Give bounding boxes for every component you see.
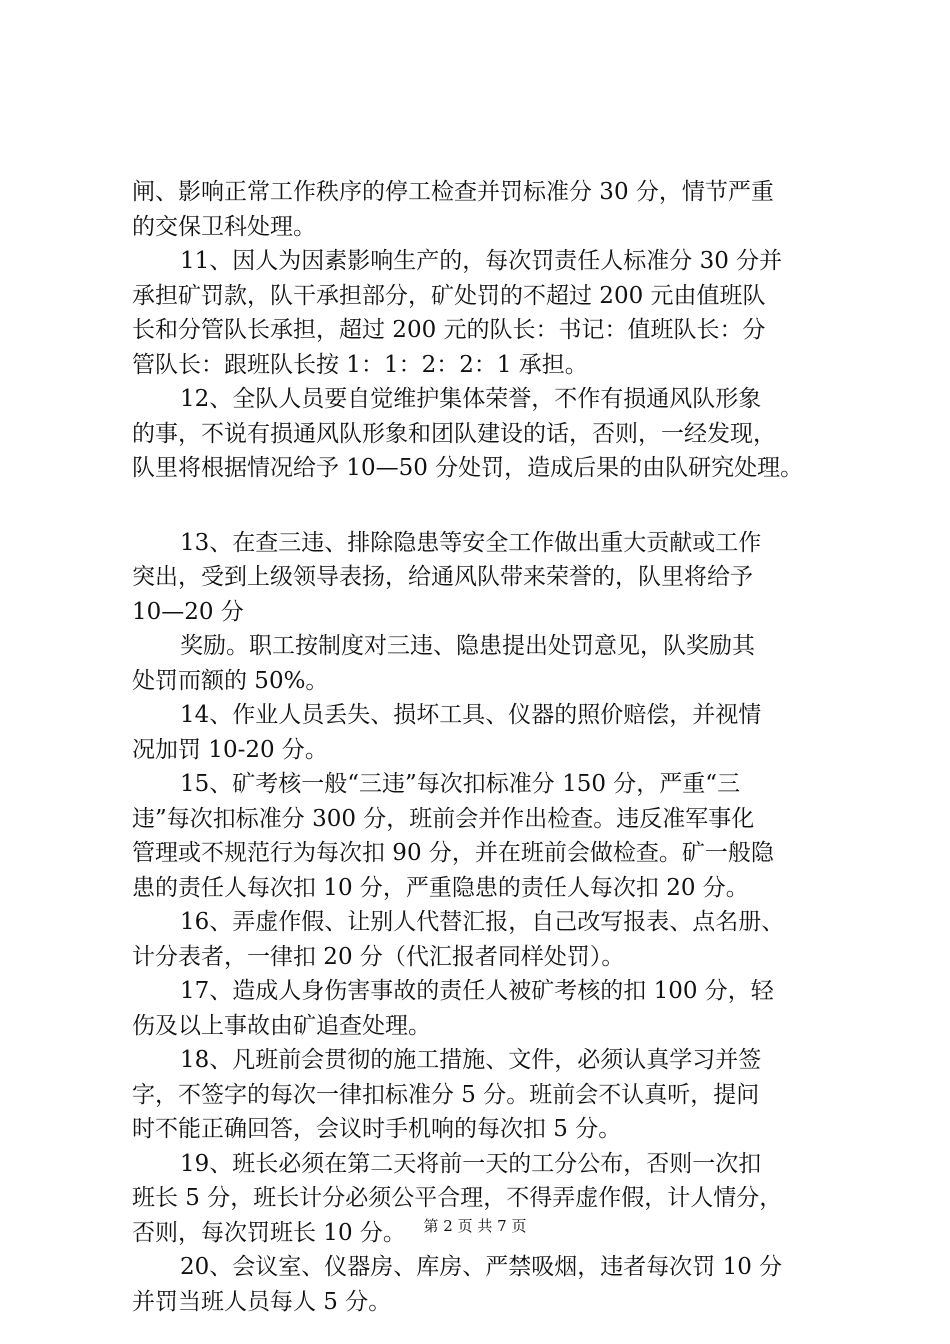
text-line: 闸、影响正常工作秩序的停工检查并罚标准分 30 分，情节严重 xyxy=(132,179,774,205)
text-line: 的事，不说有损通风队形象和团队建设的话，否则，一经发现， xyxy=(132,420,776,447)
text-line: 承担矿罚款，队干承担部分，矿处罚的不超过 200 元由值班队 xyxy=(132,282,766,309)
text-line: 班长 5 分，班长计分必须公平合理，不得弄虚作假，计人情分， xyxy=(132,1185,783,1211)
text-line: 奖励。职工按制度对三违、隐患提出处罚意见，队奖励其 xyxy=(180,633,755,659)
text-line: 11、因人为因素影响生产的，每次罚责任人标准分 30 分并 xyxy=(180,248,783,274)
text-line: 管队长：跟班队长按 1：1：2：2：1 承担。 xyxy=(132,351,588,378)
text-line: 况加罚 10-20 分。 xyxy=(132,736,328,763)
text-line: 队里将根据情况给予 10—50 分处罚，造成后果的由队研究处理。 xyxy=(132,455,804,481)
text-line: 字，不签字的每次一律扣标准分 5 分。班前会不认真听，提问 xyxy=(132,1081,760,1108)
paragraph-gap xyxy=(132,486,832,526)
text-line: 的交保卫科处理。 xyxy=(132,213,316,240)
text-line: 20、会议室、仪器房、库房、严禁吸烟，违者每次罚 10 分 xyxy=(180,1254,783,1280)
text-line: 13、在查三违、排除隐患等安全工作做出重大贡献或工作 xyxy=(180,529,762,556)
document-body xyxy=(132,175,832,1319)
text-line: 18、凡班前会贯彻的施工措施、文件，必须认真学习并签 xyxy=(180,1047,762,1073)
text-line: 15、矿考核一般“三违”每次扣标准分 150 分，严重“三 xyxy=(180,771,741,797)
text-line: 违”每次扣标准分 300 分，班前会并作出检查。违反准军事化 xyxy=(132,805,755,832)
text-line: 伤及以上事故由矿追查处理。 xyxy=(132,1012,431,1039)
text-line: 否则，每次罚班长 10 分。 xyxy=(132,1219,406,1246)
text-line: 12、全队人员要自觉维护集体荣誉，不作有损通风队形象 xyxy=(180,386,762,412)
text-line: 突出，受到上级领导表扬，给通风队带来荣誉的，队里将给予 xyxy=(132,564,753,590)
text-line: 计分表者，一律扣 20 分（代汇报者同样处罚）。 xyxy=(132,943,625,970)
text-line: 时不能正确回答，会议时手机响的每次扣 5 分。 xyxy=(132,1116,622,1142)
text-line: 17、造成人身伤害事故的责任人被矿考核的扣 100 分，轻 xyxy=(180,978,774,1004)
text-line: 并罚当班人员每人 5 分。 xyxy=(132,1288,392,1315)
text-line: 处罚而额的 50%。 xyxy=(132,667,329,694)
page-number-footer: 第 2 页 共 7 页 xyxy=(423,1217,527,1235)
text-line: 长和分管队长承担，超过 200 元的队长：书记：值班队长：分 xyxy=(132,317,766,343)
text-line: 16、弄虚作假、让别人代替汇报，自己改写报表、点名册、 xyxy=(180,909,785,935)
text-line: 19、班长必须在第二天将前一天的工分公布，否则一次扣 xyxy=(180,1150,762,1177)
text-line: 患的责任人每次扣 10 分，严重隐患的责任人每次扣 20 分。 xyxy=(132,874,749,901)
text-line: 14、作业人员丢失、损坏工具、仪器的照价赔偿，并视情 xyxy=(180,702,762,728)
text-line: 10—20 分 xyxy=(132,598,244,625)
text-line: 管理或不规范行为每次扣 90 分，并在班前会做检查。矿一般隐 xyxy=(132,840,774,866)
